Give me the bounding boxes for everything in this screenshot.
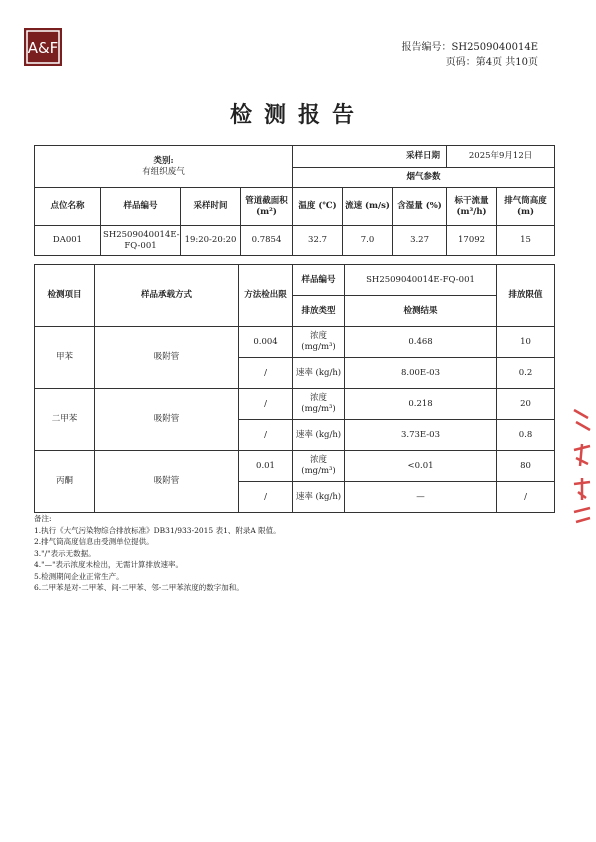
table1-data-cell: 15 [497, 226, 555, 256]
detection-limit-value: / [239, 420, 293, 451]
report-header [402, 40, 539, 70]
table1-data-cell: 17092 [447, 226, 497, 256]
carrier-method: 吸附管 [95, 451, 239, 513]
table1-data-cell: 0.7854 [241, 226, 293, 256]
emission-type-value: 速率 (kg/h) [293, 358, 345, 389]
table2-row [35, 389, 555, 420]
table2-row [35, 451, 555, 482]
sampling-date-label: 采样日期 [293, 146, 447, 168]
detection-item: 丙酮 [35, 451, 95, 513]
note-line: 3."/"表示无数据。 [34, 548, 96, 558]
header-carrier: 样品承载方式 [95, 265, 239, 327]
table1-header-cell: 温度 (℃) [293, 188, 343, 226]
page-number: 页码：第4页 共10页 [445, 57, 538, 68]
emission-type-value: 速率 (kg/h) [293, 420, 345, 451]
table1-data-cell: 3.27 [393, 226, 447, 256]
table1-header-cell: 流速 (m/s) [343, 188, 393, 226]
detection-limit-value: / [239, 358, 293, 389]
category-label: 类别: [153, 155, 174, 166]
stamp-mark [566, 400, 596, 530]
category-value: 有组织废气 [142, 166, 185, 177]
limit-value: / [497, 482, 555, 513]
detection-item: 二甲苯 [35, 389, 95, 451]
detection-limit-value: / [239, 389, 293, 420]
limit-value: 0.8 [497, 420, 555, 451]
table1-data-row [35, 226, 555, 256]
note-line: 5.检测期间企业正常生产。 [34, 571, 124, 581]
detection-limit-value: 0.01 [239, 451, 293, 482]
result-value: 3.73E-03 [345, 420, 497, 451]
note-line: 1.执行《大气污染物综合排放标准》DB31/933-2015 表1、附录A 限值。 [34, 525, 281, 535]
table1-header-cell: 样品编号 [101, 188, 181, 226]
note-line: 4."—"表示浓度未检出，无需计算排放速率。 [34, 560, 184, 569]
emission-type-value: 浓度 (mg/m³) [293, 327, 345, 358]
table1-header-row [35, 188, 555, 226]
result-value: — [345, 482, 497, 513]
detection-limit-value: / [239, 482, 293, 513]
table2-body [35, 327, 555, 513]
note-line: 6.二甲苯是对-二甲苯、间-二甲苯、邻-二甲苯浓度的数字加和。 [34, 583, 244, 592]
result-value: 8.00E-03 [345, 358, 497, 389]
limit-value: 0.2 [497, 358, 555, 389]
header-limit: 排放限值 [497, 265, 555, 327]
result-value: 0.218 [345, 389, 497, 420]
limit-value: 20 [497, 389, 555, 420]
emission-type-value: 速率 (kg/h) [293, 482, 345, 513]
detection-limit-value: 0.004 [239, 327, 293, 358]
header-sample-no-value: SH2509040014E-FQ-001 [345, 265, 497, 296]
header-result: 检测结果 [345, 296, 497, 327]
carrier-method: 吸附管 [95, 389, 239, 451]
note-line: 2.排气筒高度信息由受测单位提供。 [34, 537, 154, 546]
sampling-date-value: 2025年9月12日 [447, 146, 555, 168]
smoke-params-label: 烟气参数 [293, 168, 555, 188]
report-number: 报告编号：SH2509040014E [401, 42, 538, 53]
header-item: 检测项目 [35, 265, 95, 327]
note-line: 备注: [34, 514, 52, 523]
limit-value: 10 [497, 327, 555, 358]
category-cell [35, 146, 293, 188]
table1-header-cell: 管道截面积 (m²) [241, 188, 293, 226]
smoke-parameters-table [34, 145, 555, 256]
result-value: <0.01 [345, 451, 497, 482]
table1-header-cell: 标干流量 (m³/h) [447, 188, 497, 226]
table1-header-cell: 含湿量 (%) [393, 188, 447, 226]
table1-data-cell: SH2509040014E-FQ-001 [101, 226, 181, 256]
table2-row [35, 327, 555, 358]
detection-item: 甲苯 [35, 327, 95, 389]
logo-text: A&F [27, 39, 59, 57]
header-sample-no-label: 样品编号 [293, 265, 345, 296]
notes [34, 513, 281, 594]
company-logo [24, 28, 62, 66]
result-value: 0.468 [345, 327, 497, 358]
table1-data-cell: 32.7 [293, 226, 343, 256]
table1-data-cell: DA001 [35, 226, 101, 256]
header-detection-limit: 方法检出限 [239, 265, 293, 327]
carrier-method: 吸附管 [95, 327, 239, 389]
table1-header-cell: 采样时间 [181, 188, 241, 226]
table1-header-cell: 排气筒高度 (m) [497, 188, 555, 226]
page-title: 检测报告 [229, 102, 366, 128]
limit-value: 80 [497, 451, 555, 482]
emission-type-value: 浓度 (mg/m³) [293, 389, 345, 420]
table1-data-cell: 19:20-20:20 [181, 226, 241, 256]
table1-data-cell: 7.0 [343, 226, 393, 256]
detection-results-table [34, 264, 555, 513]
header-emission-type: 排放类型 [293, 296, 345, 327]
emission-type-value: 浓度 (mg/m³) [293, 451, 345, 482]
table1-header-cell: 点位名称 [35, 188, 101, 226]
